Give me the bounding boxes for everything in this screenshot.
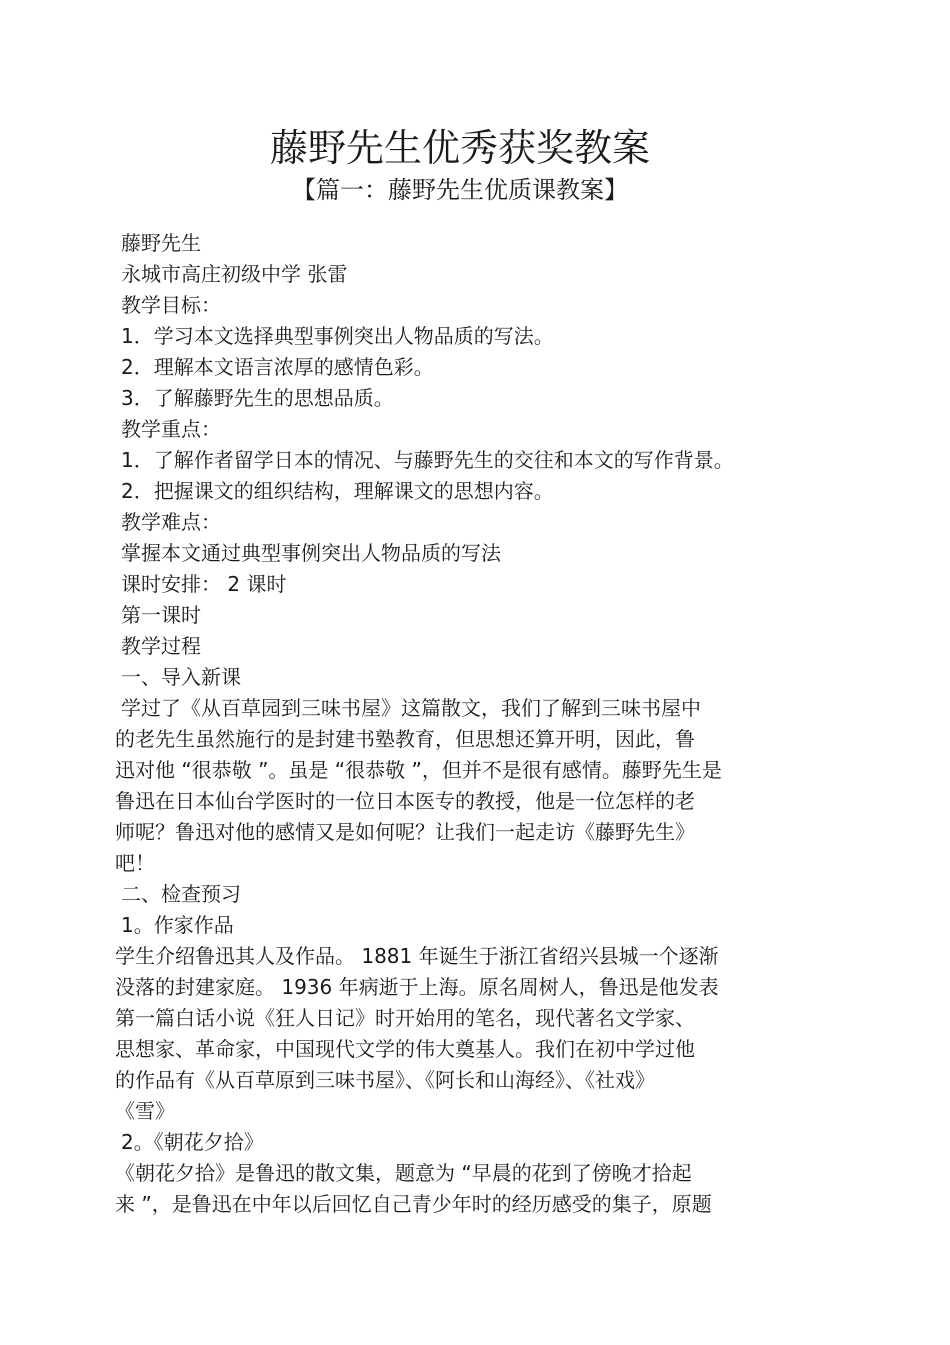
text-line: 永城市高庄初级中学 张雷 [121,262,348,286]
text-line: 一、导入新课 [121,665,241,689]
text-line: 《雪》 [115,1099,175,1123]
text-line: 第一课时 [121,603,201,627]
text-line: 课时安排： 2 课时 [121,572,287,596]
text-line: 1．了解作者留学日本的情况、与藤野先生的交往和本文的写作背景。 [121,448,734,472]
text-line: 1．学习本文选择典型事例突出人物品质的写法。 [121,324,554,348]
text-line: 教学难点： [121,510,221,534]
text-line: 教学目标： [121,293,221,317]
text-line: 二、检查预习 [121,882,241,906]
text-line: 藤野先生 [121,231,201,255]
text-line: 学过了《从百草园到三味书屋》这篇散文，我们了解到三味书屋中 [121,696,701,720]
text-line: 3．了解藤野先生的思想品质。 [121,386,394,410]
text-line: 师呢？鲁迅对他的感情又是如何呢？让我们一起走访《藤野先生》 [115,820,695,844]
text-line: 的老先生虽然施行的是封建书塾教育，但思想还算开明，因此，鲁 [115,727,695,751]
text-line: 鲁迅在日本仙台学医时的一位日本医专的教授，他是一位怎样的老 [115,789,695,813]
text-line: 学生介绍鲁迅其人及作品。 1881 年诞生于浙江省绍兴县城一个逐渐 [115,944,719,968]
text-line: 教学过程 [121,634,201,658]
text-line: 思想家、革命家，中国现代文学的伟大奠基人。我们在初中学过他 [115,1037,695,1061]
text-line: 吧！ [115,851,155,875]
document-subtitle: 【篇一：藤野先生优质课教案】 [292,176,628,204]
text-line: 没落的封建家庭。 1936 年病逝于上海。原名周树人，鲁迅是他发表 [115,975,719,999]
text-line: 第一篇白话小说《狂人日记》时开始用的笔名，现代著名文学家、 [115,1006,695,1030]
text-line: 的作品有《从百草原到三味书屋》、《阿长和山海经》、《社戏》 [115,1068,655,1092]
text-line: 2．把握课文的组织结构，理解课文的思想内容。 [121,479,554,503]
text-line: 2．理解本文语言浓厚的感情色彩。 [121,355,434,379]
text-line: 1。作家作品 [121,913,234,937]
text-line: 教学重点： [121,417,221,441]
text-line: 2。《朝花夕拾》 [121,1130,264,1154]
document-title: 藤野先生优秀获奖教案 [269,126,650,170]
text-line: 迅对他 “很恭敬 ”。虽是 “很恭敬 ”，但并不是很有感情。藤野先生是 [115,758,722,782]
text-line: 《朝花夕拾》是鲁迅的散文集，题意为 “早晨的花到了傍晚才拾起 [115,1161,692,1185]
text-line: 来 ”，是鲁迅在中年以后回忆自己青少年时的经历感受的集子，原题 [115,1192,712,1216]
text-line: 掌握本文通过典型事例突出人物品质的写法 [121,541,501,565]
